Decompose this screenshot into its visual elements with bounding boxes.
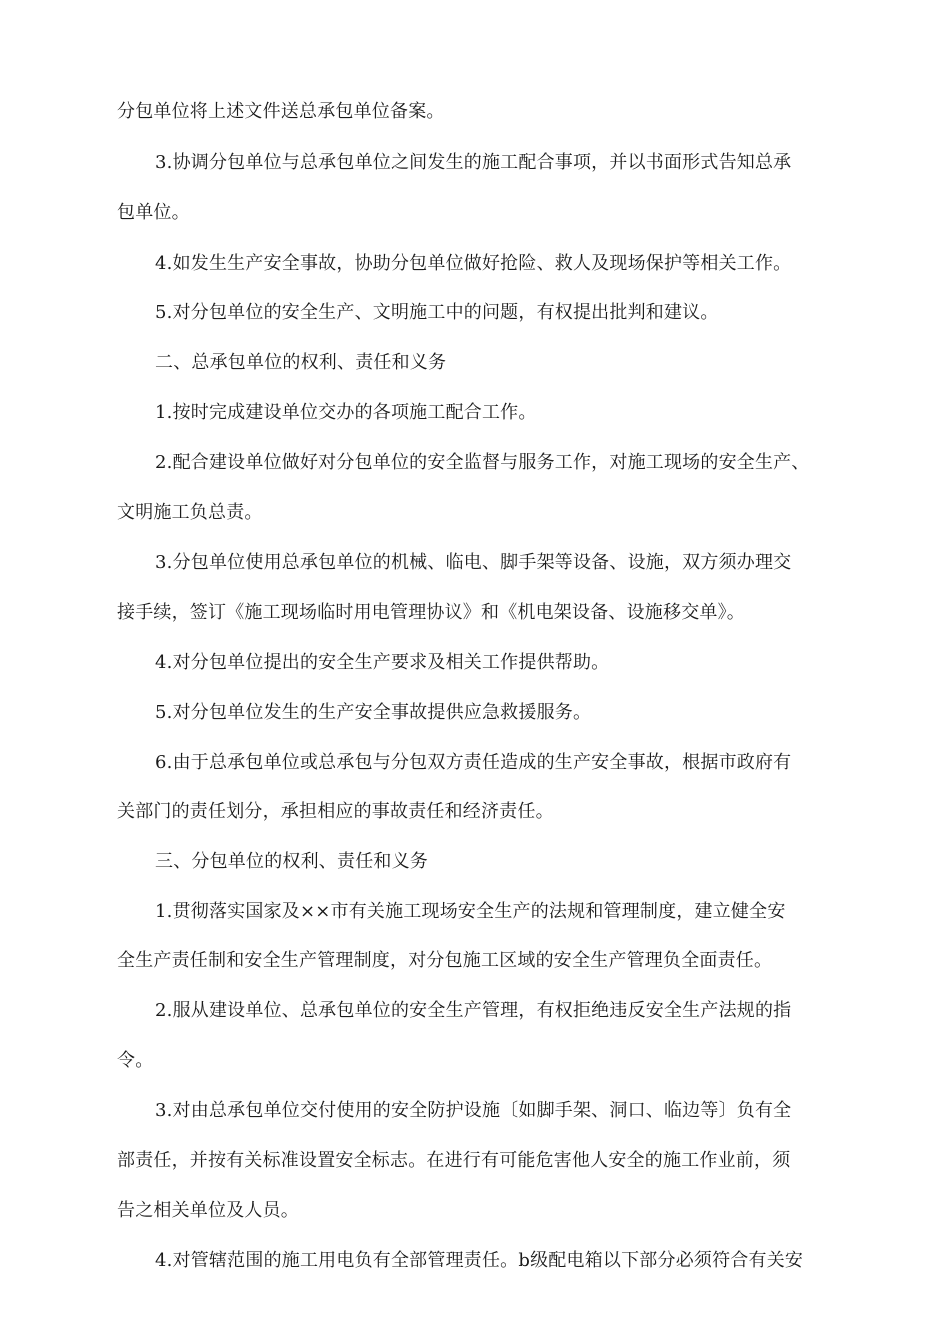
text-line: 5.对分包单位发生的生产安全事故提供应急救援服务。 bbox=[155, 702, 592, 723]
text-line: 1.贯彻落实国家及××市有关施工现场安全生产的法规和管理制度，建立健全安 bbox=[155, 901, 786, 922]
text-line: 关部门的责任划分，承担相应的事故责任和经济责任。 bbox=[117, 801, 554, 822]
text-line: 部责任，并按有关标准设置安全标志。在进行有可能危害他人安全的施工作业前，须 bbox=[117, 1150, 791, 1171]
text-line: 3.协调分包单位与总承包单位之间发生的施工配合事项，并以书面形式告知总承 bbox=[155, 152, 792, 173]
text-line: 全生产责任制和安全生产管理制度，对分包施工区域的安全生产管理负全面责任。 bbox=[117, 950, 773, 971]
text-line: 6.由于总承包单位或总承包与分包双方责任造成的生产安全事故，根据市政府有 bbox=[155, 752, 792, 773]
text-line: 3.分包单位使用总承包单位的机械、临电、脚手架等设备、设施，双方须办理交 bbox=[155, 552, 792, 573]
text-line: 告之相关单位及人员。 bbox=[117, 1200, 299, 1221]
text-line: 5.对分包单位的安全生产、文明施工中的问题，有权提出批判和建议。 bbox=[155, 302, 719, 323]
text-line: 令。 bbox=[117, 1050, 154, 1071]
text-line: 文明施工负总责。 bbox=[117, 502, 263, 523]
text-line: 4.对分包单位提出的安全生产要求及相关工作提供帮助。 bbox=[155, 652, 610, 673]
text-line: 4.如发生生产安全事故，协助分包单位做好抢险、救人及现场保护等相关工作。 bbox=[155, 253, 792, 274]
text-line: 分包单位将上述文件送总承包单位备案。 bbox=[117, 101, 445, 122]
text-line: 接手续，签订《施工现场临时用电管理协议》和《机电架设备、设施移交单》。 bbox=[117, 602, 745, 623]
text-line: 包单位。 bbox=[117, 202, 190, 223]
text-line: 2.服从建设单位、总承包单位的安全生产管理，有权拒绝违反安全生产法规的指 bbox=[155, 1000, 792, 1021]
section-heading: 三、分包单位的权利、责任和义务 bbox=[155, 851, 428, 872]
text-line: 4.对管辖范围的施工用电负有全部管理责任。b级配电箱以下部分必须符合有关安 bbox=[155, 1250, 804, 1271]
section-heading: 二、总承包单位的权利、责任和义务 bbox=[155, 352, 447, 373]
text-line: 2.配合建设单位做好对分包单位的安全监督与服务工作，对施工现场的安全生产、 bbox=[155, 452, 810, 473]
text-line: 3.对由总承包单位交付使用的安全防护设施〔如脚手架、洞口、临边等〕负有全 bbox=[155, 1100, 792, 1121]
text-line: 1.按时完成建设单位交办的各项施工配合工作。 bbox=[155, 402, 537, 423]
